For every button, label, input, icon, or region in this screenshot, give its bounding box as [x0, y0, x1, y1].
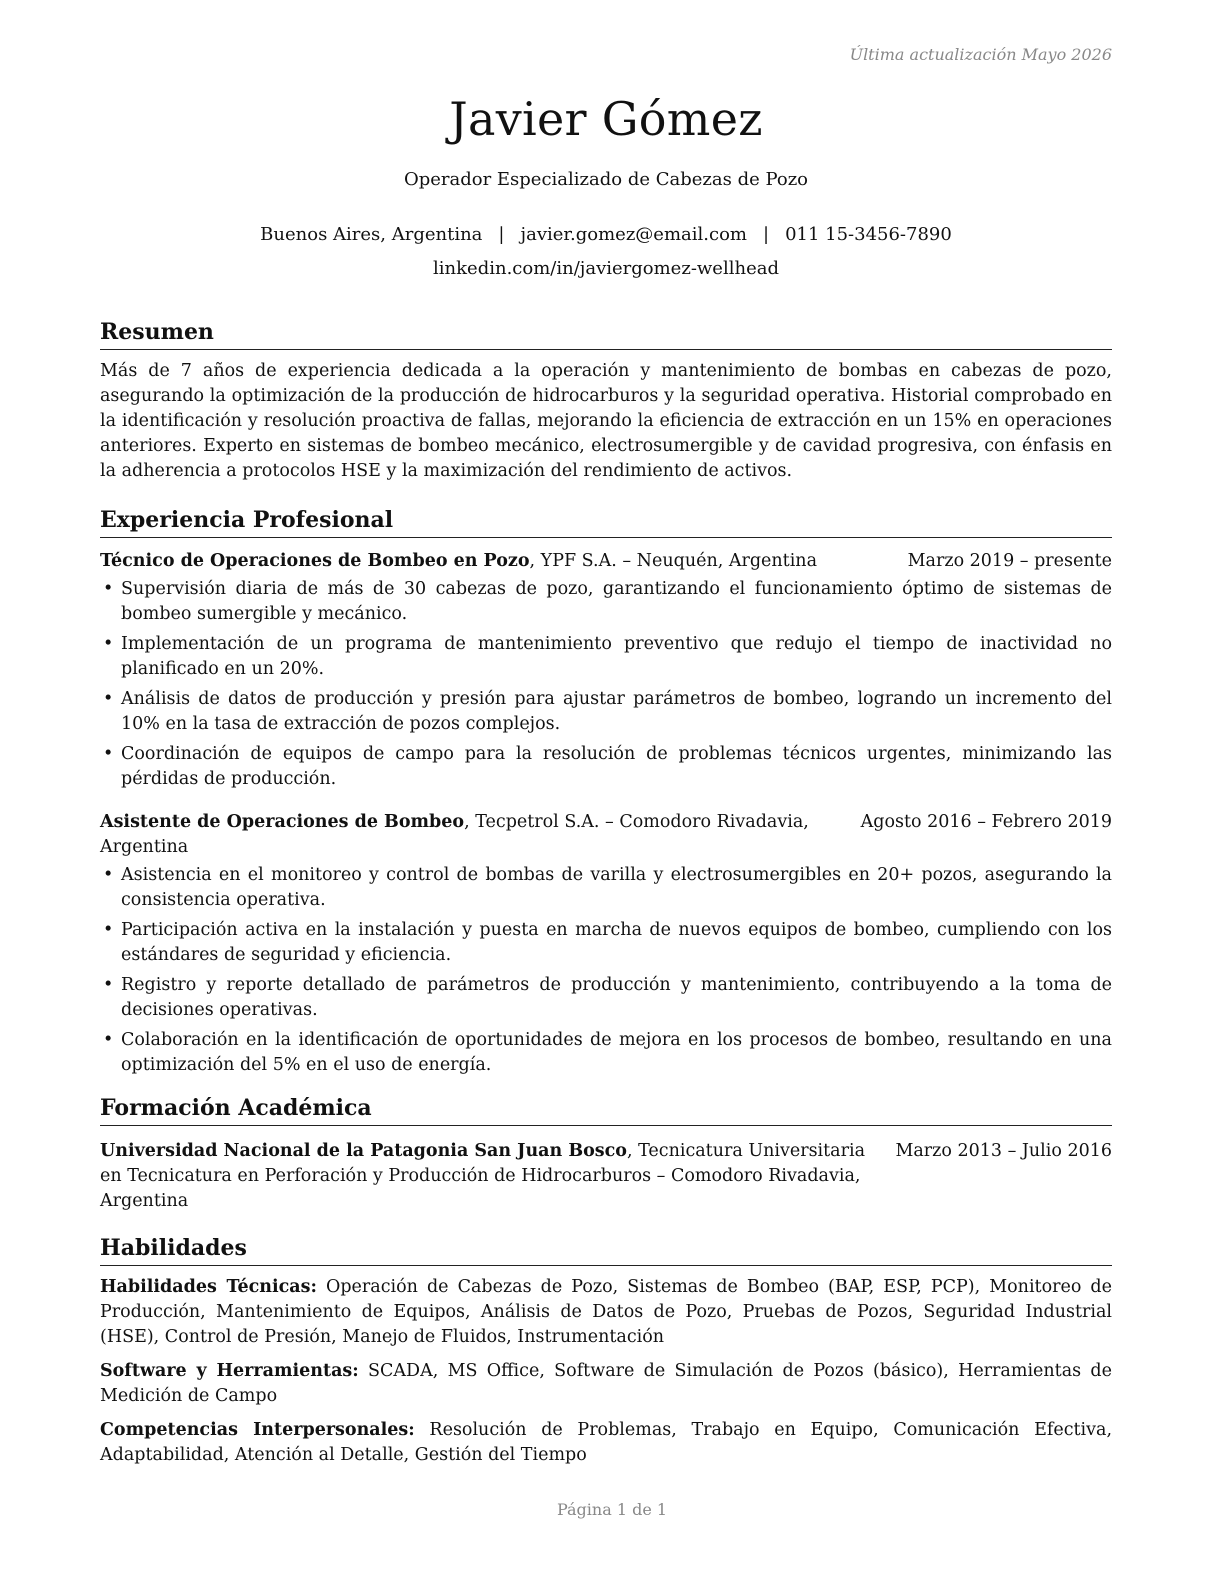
email-link[interactable]: javier.gomez@email.com	[520, 224, 747, 245]
job-header	[100, 549, 1112, 574]
job-bullets	[100, 577, 1112, 792]
bullet-item: • Implementación de un programa de mantenimiento preventivo que redujo el tiempo de inactividad no planificado en un 20%.	[100, 632, 1112, 682]
bullet-item: • Colaboración en la identificación de oportunidades de mejora en los procesos de bombeo, resultando en una optimización del 5% en el uso de energía.	[100, 1028, 1112, 1078]
skill-group	[100, 1275, 1112, 1350]
candidate-name: Javier Gómez	[449, 92, 763, 146]
job-entry	[100, 549, 1112, 792]
separator: |	[762, 224, 770, 245]
job-dates: Agosto 2016 – Febrero 2019	[860, 812, 1112, 832]
bullet-item: • Supervisión diaria de más de 30 cabezas de pozo, garantizando el funcionamiento óptimo de sistemas de bombeo sumergible y mecánico.	[100, 577, 1112, 627]
candidate-title: Operador Especializado de Cabezas de Pozo	[403, 169, 809, 190]
job-company: , YPF S.A. – Neuquén, Argentina	[529, 551, 818, 571]
skills-section	[100, 1232, 1112, 1468]
institution: Universidad Nacional de la Patagonia San Juan Bosco	[100, 1141, 627, 1161]
summary-text: Más de 7 años de experiencia dedicada a la operación y mantenimiento de bombas en cabezas de pozo, asegurando la optimización de la producción de hidrocarburos y la seguridad operativa. Historial comprobado en la identificación y resolución proactiva de fallas, mejorando la eficiencia de extracción en un 15% en operaciones anteriores. Experto en sistemas de bombeo mecánico, electrosumergible y de cavidad progresiva, con énfasis en la adherencia a protocolos HSE y la maximización del rendimiento de activos.	[100, 361, 1112, 481]
bullet-item: • Registro y reporte detallado de parámetros de producción y mantenimiento, contribuyendo a la toma de decisiones operativas.	[100, 973, 1112, 1023]
education-section	[100, 1092, 1112, 1214]
section-heading-summary: Resumen	[100, 316, 1112, 350]
linkedin-link[interactable]: linkedin.com/in/javiergomez-wellhead	[433, 258, 779, 279]
job-company: , Tecpetrol S.A. – Comodoro Rivadavia, Argentina	[100, 812, 809, 857]
bullet-item: • Asistencia en el monitoreo y control de bombas de varilla y electrosumergibles en 20+ pozos, asegurando la consistencia operativa.	[100, 863, 1112, 913]
contact-line-1	[100, 218, 1112, 252]
page-number: Página 1 de 1	[556, 1500, 668, 1519]
section-heading-skills: Habilidades	[100, 1232, 1112, 1266]
skill-label: Competencias Interpersonales:	[100, 1420, 415, 1440]
job-bullets	[100, 863, 1112, 1078]
section-heading-education: Formación Académica	[100, 1092, 1112, 1126]
separator: |	[498, 224, 505, 245]
bullet-item: • Análisis de datos de producción y presión para ajustar parámetros de bombeo, logrando un incremento del 10% en la tasa de extracción de pozos complejos.	[100, 687, 1112, 737]
job-role: Asistente de Operaciones de Bombeo	[100, 812, 465, 832]
skill-items: SCADA, MS Office, Software de Simulación de Pozos (básico), Herramientas de Medición de Campo	[100, 1361, 1112, 1406]
skill-group	[100, 1418, 1112, 1468]
education-entry	[100, 1139, 1112, 1214]
contact-info	[100, 218, 1112, 286]
bullet-item: • Coordinación de equipos de campo para la resolución de problemas técnicos urgentes, minimizando las pérdidas de producción.	[100, 742, 1112, 792]
phone: 011 15-3456-7890	[785, 224, 952, 245]
skill-label: Software y Herramientas:	[100, 1361, 359, 1381]
skill-group	[100, 1359, 1112, 1409]
skill-items: Operación de Cabezas de Pozo, Sistemas de Bombeo (BAP, ESP, PCP), Monitoreo de Producción, Mantenimiento de Equipos, Análisis de Datos de Pozo, Pruebas de Pozos, Seguridad Industrial (HSE), Control de Presión, Manejo de Fluidos, Instrumentación	[100, 1277, 1112, 1347]
bullet-item: • Participación activa en la instalación y puesta en marcha de nuevos equipos de bombeo, cumpliendo con los estándares de seguridad y eficiencia.	[100, 918, 1112, 968]
education-dates: Marzo 2013 – Julio 2016	[895, 1141, 1112, 1161]
section-heading-experience: Experiencia Profesional	[100, 504, 1112, 538]
job-entry	[100, 810, 1112, 1078]
job-header	[100, 810, 1112, 860]
skill-items: Resolución de Problemas, Trabajo en Equipo, Comunicación Efectiva, Adaptabilidad, Atención al Detalle, Gestión del Tiempo	[100, 1420, 1113, 1465]
summary-section	[100, 316, 1112, 484]
job-dates: Marzo 2019 – presente	[907, 551, 1112, 571]
degree-detail: , Tecnicatura Universitaria en Tecnicatura en Perforación y Producción de Hidrocarburos – Comodoro Rivadavia, Argentina	[100, 1141, 866, 1211]
location: Buenos Aires, Argentina	[260, 224, 483, 245]
skill-label: Habilidades Técnicas:	[100, 1277, 317, 1297]
last-updated: Última actualización Mayo 2026	[849, 45, 1112, 64]
experience-section	[100, 504, 1112, 1078]
job-role: Técnico de Operaciones de Bombeo en Pozo	[100, 551, 530, 571]
